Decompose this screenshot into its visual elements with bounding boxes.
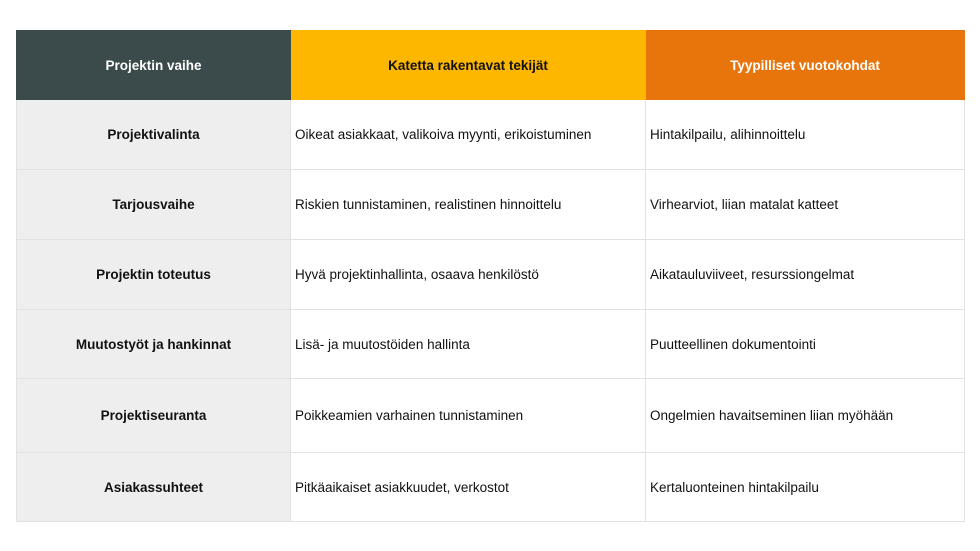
phase-cell: Asiakassuhteet <box>17 453 291 522</box>
factors-cell: Riskien tunnistaminen, realistinen hinnoittelu <box>291 170 646 240</box>
phase-cell: Projektivalinta <box>17 100 291 170</box>
factors-cell: Oikeat asiakkaat, valikoiva myynti, erikoistuminen <box>291 100 646 170</box>
factors-cell: Hyvä projektinhallinta, osaava henkilöstö <box>291 240 646 310</box>
phase-cell: Projektin toteutus <box>17 240 291 310</box>
phase-cell: Projektiseuranta <box>17 379 291 453</box>
table-row <box>17 453 965 522</box>
table-row <box>17 240 965 310</box>
factors-cell: Lisä- ja muutostöiden hallinta <box>291 310 646 379</box>
margin-factors-table <box>16 30 965 522</box>
header-typical-leak-points: Tyypilliset vuotokohdat <box>646 31 965 100</box>
factors-cell: Poikkeamien varhainen tunnistaminen <box>291 379 646 453</box>
leaks-cell: Puutteellinen dokumentointi <box>646 310 965 379</box>
header-margin-building-factors: Katetta rakentavat tekijät <box>291 31 646 100</box>
table-row <box>17 310 965 379</box>
phase-cell: Tarjousvaihe <box>17 170 291 240</box>
table-row <box>17 379 965 453</box>
leaks-cell: Hintakilpailu, alihinnoittelu <box>646 100 965 170</box>
table-body <box>17 100 965 522</box>
leaks-cell: Kertaluonteinen hintakilpailu <box>646 453 965 522</box>
table-row <box>17 170 965 240</box>
leaks-cell: Ongelmien havaitseminen liian myöhään <box>646 379 965 453</box>
factors-cell: Pitkäaikaiset asiakkuudet, verkostot <box>291 453 646 522</box>
table-row <box>17 100 965 170</box>
leaks-cell: Aikatauluviiveet, resurssiongelmat <box>646 240 965 310</box>
table-header <box>17 31 965 100</box>
phase-cell: Muutostyöt ja hankinnat <box>17 310 291 379</box>
leaks-cell: Virhearviot, liian matalat katteet <box>646 170 965 240</box>
header-project-phase: Projektin vaihe <box>17 31 291 100</box>
header-row <box>17 31 965 100</box>
